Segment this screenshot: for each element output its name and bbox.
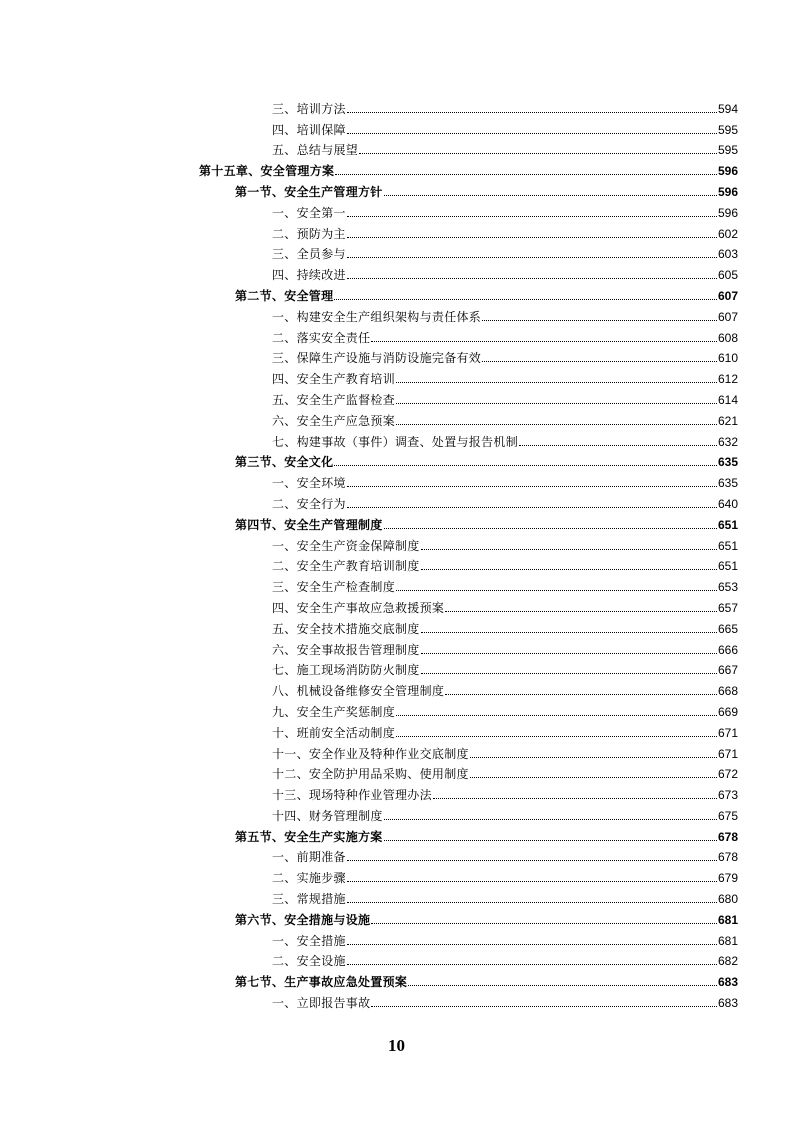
toc-entry-page: 635	[717, 455, 738, 470]
toc-entry-item[interactable]	[0, 137, 738, 158]
dot-leader	[347, 486, 717, 487]
dot-leader	[334, 465, 717, 466]
toc-entry-title: 十三、现场特种作业管理办法	[272, 788, 432, 803]
toc-entry-item[interactable]	[0, 761, 738, 782]
toc-entry-item[interactable]	[0, 573, 738, 594]
toc-entry-section[interactable]	[0, 449, 738, 470]
toc-entry-title: 十四、财务管理制度	[272, 808, 383, 823]
dot-leader	[359, 153, 717, 154]
toc-entry-page: 678	[717, 829, 738, 844]
toc-entry-item[interactable]	[0, 220, 738, 241]
toc-entry-title: 第二节、安全管理	[235, 288, 334, 303]
toc-entry-page: 682	[717, 954, 738, 969]
toc-entry-title: 四、持续改进	[272, 268, 346, 283]
dot-leader	[421, 632, 717, 633]
toc-entry-title: 第三节、安全文化	[235, 455, 334, 470]
dot-leader	[421, 569, 717, 570]
toc-entry-title: 十二、安全防护用品采购、使用制度	[272, 767, 469, 782]
toc-entry-title: 四、安全生产事故应急救援预案	[272, 600, 445, 615]
toc-entry-page: 657	[717, 600, 738, 615]
dot-leader	[482, 361, 717, 362]
toc-entry-title: 第十五章、安全管理方案	[199, 164, 335, 179]
toc-entry-section[interactable]	[0, 511, 738, 532]
dot-leader	[470, 777, 717, 778]
toc-entry-item[interactable]	[0, 885, 738, 906]
toc-entry-item[interactable]	[0, 553, 738, 574]
toc-entry-page: 614	[717, 392, 738, 407]
dot-leader	[482, 320, 717, 321]
toc-entry-item[interactable]	[0, 345, 738, 366]
dot-leader	[347, 112, 717, 113]
toc-entry-item[interactable]	[0, 365, 738, 386]
toc-entry-page: 667	[717, 663, 738, 678]
toc-entry-page: 603	[717, 247, 738, 262]
toc-entry-item[interactable]	[0, 199, 738, 220]
toc-entry-title: 三、常规措施	[272, 892, 346, 907]
toc-entry-title: 六、安全事故报告管理制度	[272, 642, 420, 657]
toc-entry-item[interactable]	[0, 469, 738, 490]
dot-leader	[396, 424, 717, 425]
toc-entry-title: 七、施工现场消防防火制度	[272, 663, 420, 678]
toc-entry-title: 二、安全行为	[272, 496, 346, 511]
toc-entry-title: 三、培训方法	[272, 101, 346, 116]
dot-leader	[470, 757, 717, 758]
toc-entry-title: 八、机械设备维修安全管理制度	[272, 684, 445, 699]
toc-entry-title: 第六节、安全措施与设施	[235, 912, 371, 927]
toc-entry-page: 681	[717, 933, 738, 948]
toc-entry-title: 一、安全环境	[272, 476, 346, 491]
toc-entry-title: 五、总结与展望	[272, 143, 359, 158]
toc-entry-title: 二、预防为主	[272, 226, 346, 241]
toc-entry-page: 635	[717, 476, 738, 491]
dot-leader	[347, 237, 717, 238]
toc-entry-item[interactable]	[0, 864, 738, 885]
toc-entry-item[interactable]	[0, 927, 738, 948]
toc-entry-item[interactable]	[0, 303, 738, 324]
toc-entry-title: 一、安全措施	[272, 933, 346, 948]
toc-entry-title: 二、落实安全责任	[272, 330, 371, 345]
toc-entry-item[interactable]	[0, 386, 738, 407]
dot-leader	[347, 133, 717, 134]
dot-leader	[421, 673, 717, 674]
toc-entry-title: 一、前期准备	[272, 850, 346, 865]
dot-leader	[347, 944, 717, 945]
dot-leader	[445, 694, 717, 695]
toc-entry-title: 第一节、安全生产管理方针	[235, 184, 383, 199]
toc-entry-page: 596	[717, 164, 738, 179]
dot-leader	[347, 964, 717, 965]
toc-entry-page: 678	[717, 850, 738, 865]
dot-leader	[347, 881, 717, 882]
toc-entry-page: 669	[717, 704, 738, 719]
toc-entry-item[interactable]	[0, 324, 738, 345]
toc-entry-title: 十一、安全作业及特种作业交底制度	[272, 746, 469, 761]
toc-entry-title: 三、安全生产检查制度	[272, 580, 396, 595]
dot-leader	[347, 278, 717, 279]
toc-entry-item[interactable]	[0, 719, 738, 740]
toc-entry-page: 632	[717, 434, 738, 449]
toc-entry-title: 三、保障生产设施与消防设施完备有效	[272, 351, 482, 366]
toc-entry-page: 605	[717, 268, 738, 283]
dot-leader	[371, 1006, 717, 1007]
table-of-contents	[0, 95, 793, 1010]
toc-entry-item[interactable]	[0, 261, 738, 282]
toc-entry-title: 一、安全第一	[272, 205, 346, 220]
toc-entry-title: 四、安全生产教育培训	[272, 372, 396, 387]
toc-entry-section[interactable]	[0, 906, 738, 927]
dot-leader	[396, 403, 717, 404]
toc-entry-section[interactable]	[0, 968, 738, 989]
dot-leader	[396, 382, 717, 383]
dot-leader	[421, 653, 717, 654]
toc-entry-item[interactable]	[0, 636, 738, 657]
toc-entry-title: 九、安全生产奖惩制度	[272, 704, 396, 719]
toc-entry-title: 五、安全技术措施交底制度	[272, 621, 420, 636]
dot-leader	[433, 798, 717, 799]
toc-entry-page: 640	[717, 496, 738, 511]
toc-entry-item[interactable]	[0, 116, 738, 137]
toc-entry-page: 679	[717, 871, 738, 886]
toc-entry-page: 651	[717, 517, 738, 532]
dot-leader	[347, 860, 717, 861]
dot-leader	[408, 985, 717, 986]
toc-entry-item[interactable]	[0, 698, 738, 719]
toc-entry-item[interactable]	[0, 740, 738, 761]
toc-entry-item[interactable]	[0, 657, 738, 678]
toc-entry-page: 671	[717, 725, 738, 740]
toc-entry-title: 五、安全生产监督检查	[272, 392, 396, 407]
dot-leader	[519, 445, 717, 446]
toc-entry-page: 683	[717, 996, 738, 1011]
page-number: 10	[388, 1036, 405, 1055]
dot-leader	[445, 611, 717, 612]
dot-leader	[396, 590, 717, 591]
toc-entry-page: 596	[717, 205, 738, 220]
toc-entry-section[interactable]	[0, 178, 738, 199]
toc-entry-section[interactable]	[0, 282, 738, 303]
toc-entry-title: 一、构建安全生产组织架构与责任体系	[272, 309, 482, 324]
toc-entry-page: 607	[717, 309, 738, 324]
toc-entry-page: 666	[717, 642, 738, 657]
toc-entry-page: 672	[717, 767, 738, 782]
toc-entry-item[interactable]	[0, 490, 738, 511]
dot-leader	[396, 715, 717, 716]
toc-entry-item[interactable]	[0, 241, 738, 262]
toc-entry-title: 二、安全设施	[272, 954, 346, 969]
toc-entry-title: 二、安全生产教育培训制度	[272, 559, 420, 574]
toc-entry-title: 第七节、生产事故应急处置预案	[235, 975, 408, 990]
dot-leader	[347, 507, 717, 508]
toc-entry-page: 595	[717, 122, 738, 137]
toc-entry-page: 595	[717, 143, 738, 158]
toc-entry-item[interactable]	[0, 532, 738, 553]
dot-leader	[371, 923, 717, 924]
toc-entry-item[interactable]	[0, 594, 738, 615]
toc-entry-page: 673	[717, 788, 738, 803]
toc-entry-title: 一、安全生产资金保障制度	[272, 538, 420, 553]
toc-entry-title: 七、构建事故（事件）调查、处置与报告机制	[272, 434, 519, 449]
toc-entry-title: 六、安全生产应急预案	[272, 413, 396, 428]
dot-leader	[384, 840, 717, 841]
toc-entry-title: 第四节、安全生产管理制度	[235, 517, 383, 532]
dot-leader	[334, 299, 717, 300]
toc-entry-title: 三、全员参与	[272, 247, 346, 262]
toc-entry-title: 一、立即报告事故	[272, 996, 371, 1011]
toc-entry-item[interactable]	[0, 989, 738, 1010]
dot-leader	[347, 257, 717, 258]
toc-entry-item[interactable]	[0, 407, 738, 428]
toc-entry-item[interactable]	[0, 948, 738, 969]
toc-entry-page: 594	[717, 101, 738, 116]
toc-entry-item[interactable]	[0, 615, 738, 636]
toc-entry-title: 四、培训保障	[272, 122, 346, 137]
toc-entry-title: 第五节、安全生产实施方案	[235, 829, 383, 844]
dot-leader	[384, 528, 717, 529]
toc-entry-page: 610	[717, 351, 738, 366]
toc-entry-page: 596	[717, 184, 738, 199]
toc-entry-page: 608	[717, 330, 738, 345]
toc-entry-page: 651	[717, 538, 738, 553]
toc-entry-page: 607	[717, 288, 738, 303]
toc-entry-page: 651	[717, 559, 738, 574]
toc-entry-page: 668	[717, 684, 738, 699]
toc-entry-item[interactable]	[0, 677, 738, 698]
toc-entry-page: 612	[717, 372, 738, 387]
dot-leader	[421, 549, 717, 550]
dot-leader	[347, 216, 717, 217]
toc-entry-page: 602	[717, 226, 738, 241]
dot-leader	[371, 341, 717, 342]
toc-entry-page: 681	[717, 912, 738, 927]
dot-leader	[335, 174, 717, 175]
toc-entry-page: 671	[717, 746, 738, 761]
dot-leader	[396, 736, 717, 737]
toc-entry-chapter[interactable]	[0, 157, 738, 178]
toc-entry-page: 680	[717, 892, 738, 907]
toc-entry-item[interactable]	[0, 428, 738, 449]
dot-leader	[384, 195, 717, 196]
toc-entry-title: 十、班前安全活动制度	[272, 725, 396, 740]
toc-entry-item[interactable]	[0, 95, 738, 116]
toc-entry-section[interactable]	[0, 823, 738, 844]
toc-entry-item[interactable]	[0, 802, 738, 823]
toc-entry-page: 653	[717, 580, 738, 595]
toc-entry-page: 665	[717, 621, 738, 636]
toc-entry-title: 二、实施步骤	[272, 871, 346, 886]
dot-leader	[384, 819, 717, 820]
dot-leader	[347, 902, 717, 903]
toc-entry-item[interactable]	[0, 781, 738, 802]
toc-entry-page: 683	[717, 975, 738, 990]
toc-entry-page: 621	[717, 413, 738, 428]
toc-entry-item[interactable]	[0, 844, 738, 865]
toc-entry-page: 675	[717, 808, 738, 823]
